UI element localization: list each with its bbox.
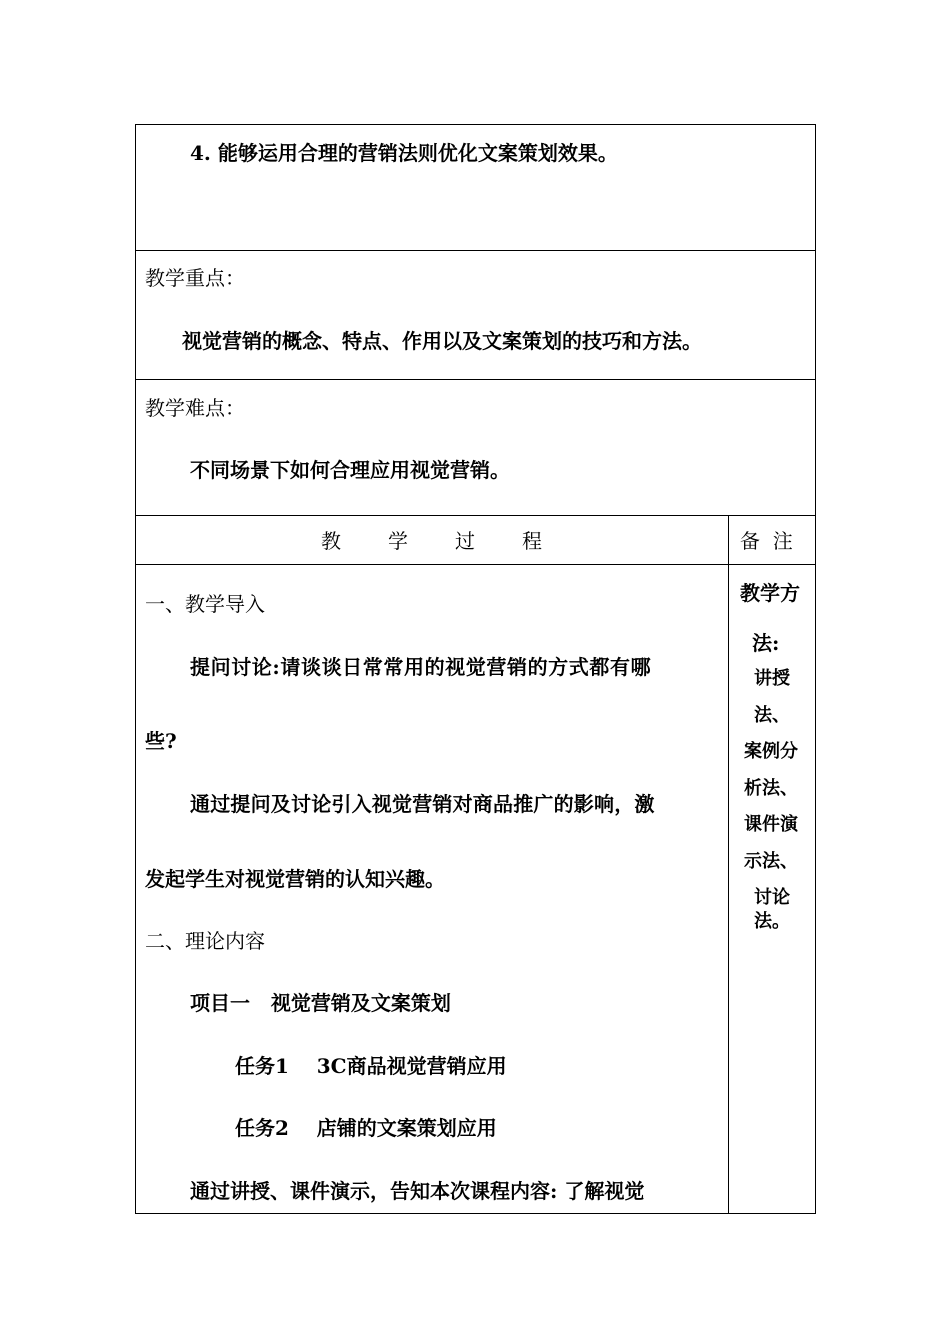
process-header-char: 过 (455, 529, 475, 553)
discussion-text-line1: 提问讨论:请谈谈日常常用的视觉营销的方式都有哪 (190, 655, 652, 679)
notes-line: 讲授 (754, 668, 790, 689)
notes-line: 讨论 (754, 887, 790, 908)
task-1: 任务1 3C商品视觉营销应用 (235, 1054, 507, 1078)
section-title-intro: 一、教学导入 (145, 592, 265, 616)
task-2: 任务2 店铺的文案策划应用 (235, 1116, 497, 1140)
row-divider (135, 250, 816, 251)
intro-text-line2: 发起学生对视觉营销的认知兴趣。 (145, 867, 445, 891)
process-header-char: 教 (321, 529, 341, 553)
notes-line: 课件演 (744, 814, 798, 835)
discussion-text-line2: 些? (145, 729, 177, 753)
objective-item-4: 4. 能够运用合理的营销法则优化文案策划效果。 (190, 141, 618, 165)
intro-text-line1: 通过提问及讨论引入视觉营销对商品推广的影响，激 (190, 792, 655, 816)
notes-line: 案例分 (744, 741, 798, 762)
column-divider (728, 515, 729, 1214)
process-header-char: 程 (522, 529, 542, 553)
key-points-content: 视觉营销的概念、特点、作用以及文案策划的技巧和方法。 (182, 329, 702, 353)
notes-line: 法: (752, 631, 780, 655)
summary-text-line1: 通过讲授、课件演示，告知本次课程内容: 了解视觉 (190, 1179, 645, 1203)
row-divider (135, 379, 816, 380)
difficult-points-label: 教学难点： (145, 396, 245, 420)
notes-line: 法。 (754, 911, 790, 932)
notes-line: 教学方 (740, 581, 800, 605)
notes-header: 备 注 (740, 529, 793, 553)
notes-line: 法、 (754, 705, 790, 726)
notes-line: 析法、 (744, 778, 798, 799)
key-points-label: 教学重点： (145, 266, 245, 290)
process-header-char: 学 (388, 529, 408, 553)
project-title: 项目一 视觉营销及文案策划 (190, 991, 451, 1015)
notes-line: 示法、 (744, 851, 798, 872)
row-divider (135, 564, 816, 565)
difficult-points-content: 不同场景下如何合理应用视觉营销。 (190, 458, 510, 482)
row-divider (135, 515, 816, 516)
section-title-theory: 二、理论内容 (145, 929, 265, 953)
